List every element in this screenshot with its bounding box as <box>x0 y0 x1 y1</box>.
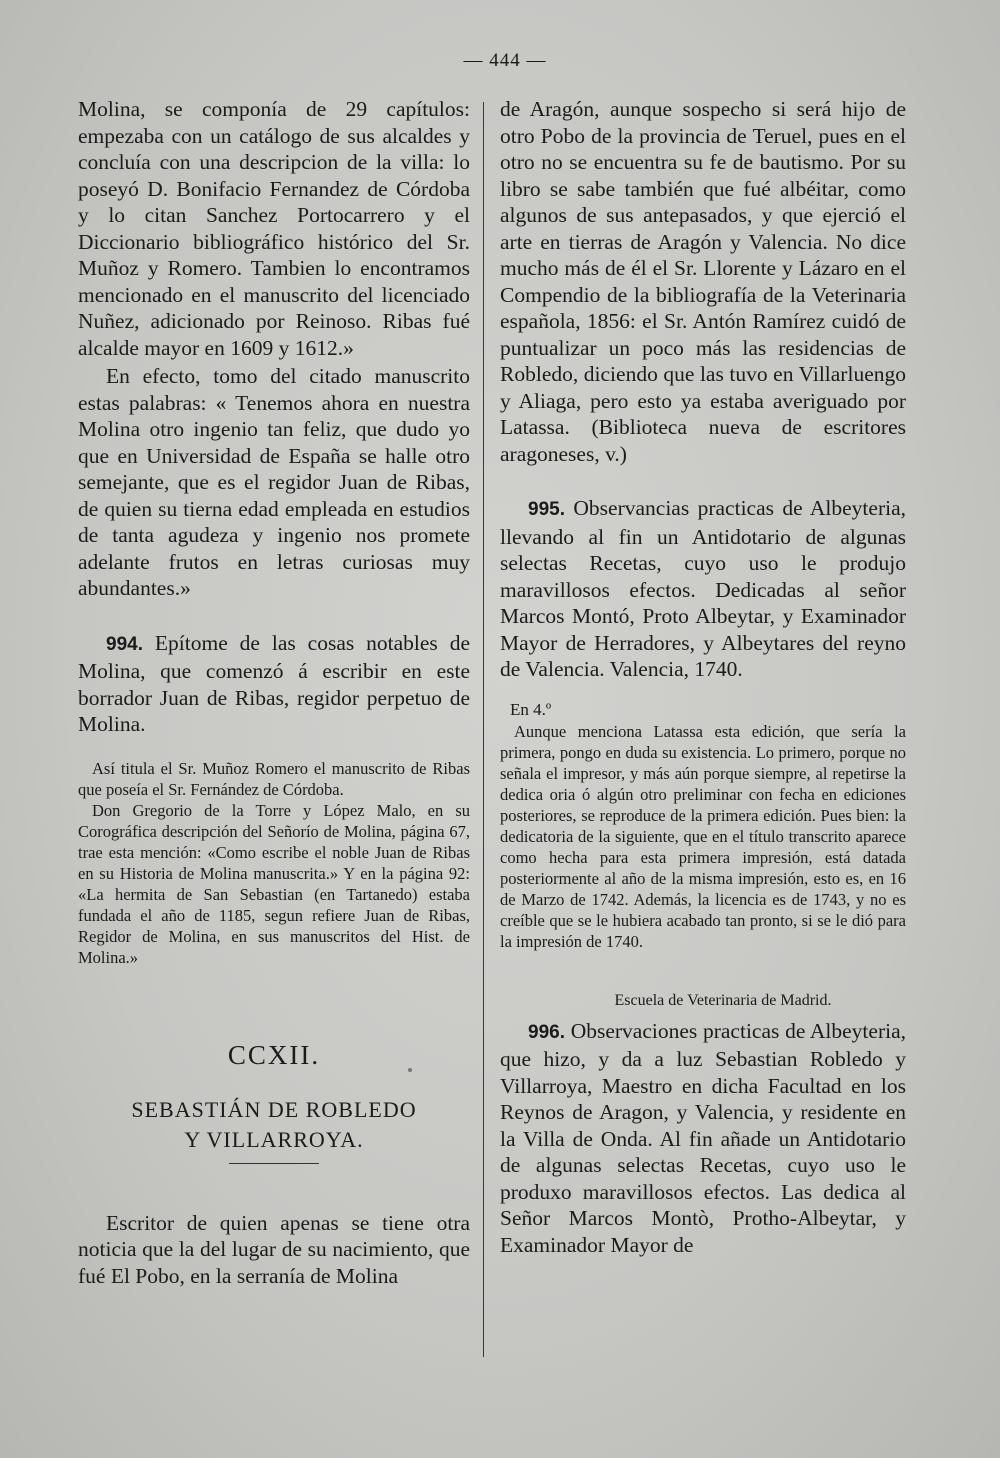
page-number: — 444 — <box>463 50 547 71</box>
author-heading <box>78 1095 470 1155</box>
author-name-line-1: SEBASTIÁN DE ROBLEDO <box>131 1096 417 1122</box>
entry-994-title: Epítome de las cosas notables de Molina, que comenzó á escribir en este borrador Juan de Ribas, regidor perpetuo de Molina. <box>78 630 470 736</box>
column-divider <box>483 102 484 1357</box>
entry-995-number: 995. <box>528 499 565 520</box>
left-paragraph-3: Escritor de quien apenas se tiene otra noticia que la del lugar de su nacimiento, que fué El Pobo, en la serranía de Molina <box>78 1210 470 1288</box>
left-paragraph-2: En efecto, tomo del citado manuscrito estas palabras: « Tenemos ahora en nuestra Molina otro ingenio tan feliz, que dudo yo que en Universidad de España se halle otro semejante, que es el regidor Juan de Ribas, de quien su tierna edad empleada en estudios de tanta agudeza y ingenio nos promete adelante frutos en letras curiosas muy abundantes.» <box>78 364 470 600</box>
entry-994 <box>78 630 470 738</box>
ink-speck <box>408 1068 412 1072</box>
entry-995 <box>500 495 906 683</box>
entry-994-note-1: Así titula el Sr. Muñoz Romero el manuscrito de Ribas que poseía el Sr. Fernández de Córdoba. <box>78 758 470 799</box>
entry-994-number: 994. <box>106 633 143 655</box>
entry-994-note-2: Don Gregorio de la Torre y López Malo, en su Corográfica descripción del Señorío de Molina, página 67, trae esta mención: «Como escribe el noble Juan de Ribas en su Historia de Molina manuscrita.» Y en la página 92: «La hermita de San Sebastian (en Tartanedo) estaba fundada el año de 1185, segun refiere Juan de Ribas, Regidor de Molina, en sus manuscritos del Hist. de Molina.» <box>78 800 470 967</box>
entry-996-number: 996. <box>528 1021 565 1043</box>
heading-rule <box>229 1163 319 1164</box>
entry-995-format: En 4.º <box>510 699 552 719</box>
entry-996-title: Observaciones practicas de Albeyteria, que hizo, y da a luz Sebastian Robledo y Villarroya, Maestro en dicha Facultad en los Reynos de Aragon, y Valencia, y residente en la Villa de Onda. Al fin añade un Antidotario de algunas selectas Recetas, cuyo uso le produxo maravillosos efectos. Las dedica al Señor Marcos Montò, Protho-Albeytar, y Examinador Mayor de <box>500 1018 906 1257</box>
author-name-line-2: Y VILLARROYA. <box>184 1126 364 1152</box>
institution-heading: Escuela de Veterinaria de Madrid. <box>614 991 832 1009</box>
entry-995-note: Aunque menciona Latassa esta edición, que sería la primera, pongo en duda su existencia. Lo primero, porque no señala el impresor, y más aún porque siempre, al repetirse la dedica oria ó algún otro preliminar con fecha en ediciones posteriores, se reproduce de la primera edición. Pues bien: la dedicatoria de la siguiente, que en el título transcrito aparece como hecha para esta primera impresión, está datada posteriormente al año de la misma impresión, esto es, en 16 de Marzo de 1742. Además, la licencia es de 1743, y no es creíble que se le hubiera acabado tan pronto, si se le dió para la impresión de 1740. <box>500 721 906 951</box>
right-paragraph-1: de Aragón, aunque sospecho si será hijo de otro Pobo de la provincia de Teruel, pues en el otro no se encuentra su fe de bautismo. Por su libro se sabe también que fué albéitar, como algunos de sus antepasados, y que ejerció el arte en tierras de Aragón y Valencia. No dice mucho más de él el Sr. Llorente y Lázaro en el Compendio de la bibliografía de la Veterinaria española, 1856: el Sr. Antón Ramírez cuidó de puntualizar un poco más las residencias de Robledo, diciendo que las tuvo en Villarluengo y Aliaga, pero esto ya estaba averiguado por Latassa. (Biblioteca nueva de escritores aragoneses, v.) <box>500 97 906 466</box>
entry-996 <box>500 1018 906 1259</box>
chapter-heading: CCXII. <box>227 1039 321 1070</box>
right-column <box>500 96 906 1258</box>
left-paragraph-1: Molina, se componía de 29 capítulos: empezaba con un catálogo de sus alcaldes y concluía con una descripcion de la villa: lo poseyó D. Bonifacio Fernandez de Córdoba y lo citan Sanchez Portocarrero y el Diccionario bibliográfico histórico del Sr. Muñoz y Romero. Tambien lo encontramos mencionado en el manuscrito del licenciado Nuñez, adicionado por Reinoso. Ribas fué alcalde mayor en 1609 y 1612.» <box>78 97 470 360</box>
left-column <box>78 96 470 1289</box>
entry-995-title: Observancias practicas de Albeyteria, llevando al fin un Antidotario de algunas selectas Recetas, cuyo uso le produjo maravillosos efectos. Dedicadas al señor Marcos Montó, Proto Albeytar, y Examinador Mayor de Herradores, y Albeytares del reyno de Valencia. Valencia, 1740. <box>500 496 906 681</box>
